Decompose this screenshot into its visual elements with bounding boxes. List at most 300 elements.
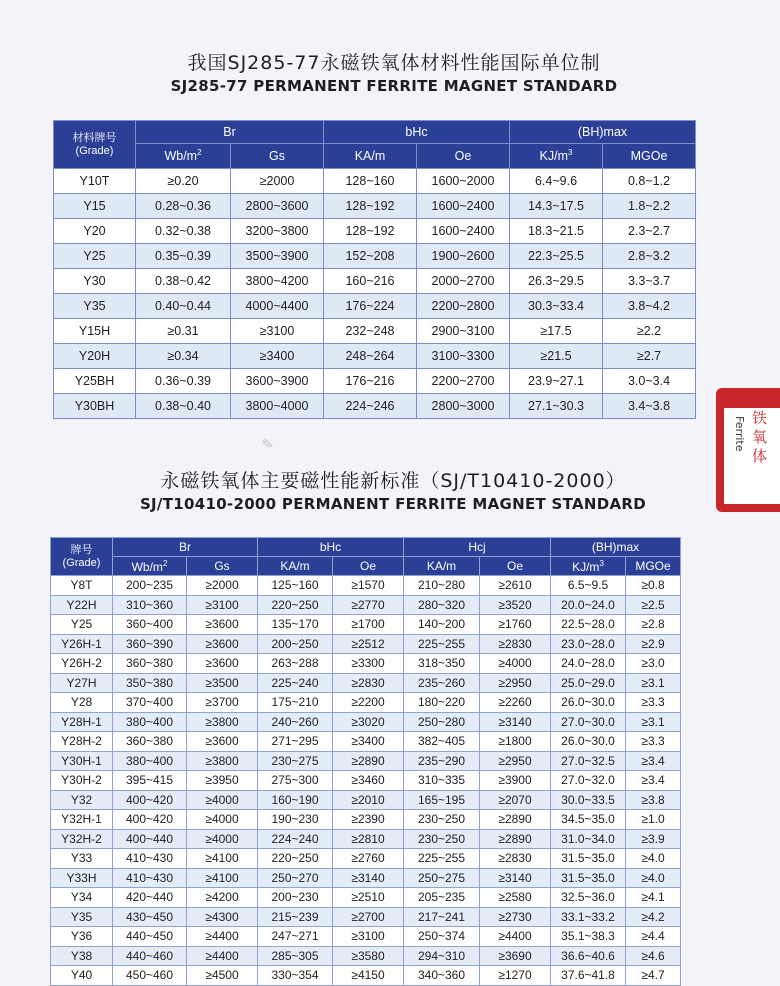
value-cell: ≥3900 <box>480 771 551 791</box>
bhc-header: bHc <box>258 538 404 557</box>
value-cell: 400~440 <box>113 829 187 849</box>
value-cell: 217~241 <box>404 907 480 927</box>
value-cell: 247~271 <box>258 927 333 947</box>
value-cell: 24.0~28.0 <box>551 654 626 674</box>
value-cell: ≥21.5 <box>510 344 603 369</box>
value-cell: ≥2950 <box>480 751 551 771</box>
value-cell: 4000~4400 <box>231 294 324 319</box>
value-cell: ≥4100 <box>187 849 258 869</box>
value-cell: ≥4100 <box>187 868 258 888</box>
value-cell: ≥2070 <box>480 790 551 810</box>
value-cell: 2000~2700 <box>417 269 510 294</box>
side-tab-label-en: Ferrite <box>733 416 746 452</box>
wb-unit-header <box>113 557 187 576</box>
value-cell: 240~260 <box>258 712 333 732</box>
value-cell: ≥1570 <box>333 576 404 596</box>
value-cell: ≥3700 <box>187 693 258 713</box>
value-cell: ≥3.1 <box>626 712 681 732</box>
value-cell: 360~380 <box>113 654 187 674</box>
value-cell: ≥3100 <box>187 595 258 615</box>
value-cell: ≥2830 <box>480 634 551 654</box>
value-cell: 420~440 <box>113 888 187 908</box>
grade-cell: Y25 <box>54 244 136 269</box>
value-cell: ≥0.31 <box>136 319 231 344</box>
table-row <box>51 849 681 869</box>
value-cell: 31.5~35.0 <box>551 849 626 869</box>
table-row <box>51 946 681 966</box>
value-cell: 0.38~0.40 <box>136 394 231 419</box>
value-cell: 176~216 <box>324 369 417 394</box>
value-cell: ≥2760 <box>333 849 404 869</box>
table-row <box>54 344 696 369</box>
value-cell: ≥4400 <box>480 927 551 947</box>
value-cell: ≥4.7 <box>626 966 681 986</box>
table-row <box>51 927 681 947</box>
value-cell: ≥2810 <box>333 829 404 849</box>
grade-header-cn: 牌号 <box>70 543 93 556</box>
value-cell: 160~190 <box>258 790 333 810</box>
value-cell: 318~350 <box>404 654 480 674</box>
value-cell: ≥2770 <box>333 595 404 615</box>
grade-header <box>51 538 113 576</box>
grade-cell: Y10T <box>54 169 136 194</box>
value-cell: 440~450 <box>113 927 187 947</box>
value-cell: 360~390 <box>113 634 187 654</box>
table-row <box>54 294 696 319</box>
value-cell: 22.3~25.5 <box>510 244 603 269</box>
value-cell: ≥2390 <box>333 810 404 830</box>
grade-cell: Y15 <box>54 194 136 219</box>
value-cell: ≥3.0 <box>626 654 681 674</box>
value-cell: ≥3.9 <box>626 829 681 849</box>
hcj-oe-unit-header: Oe <box>480 557 551 576</box>
value-cell: 400~420 <box>113 810 187 830</box>
grade-cell: Y28H-2 <box>51 732 113 752</box>
kj-unit-sup: 3 <box>599 558 604 568</box>
bhc-header: bHc <box>324 121 510 144</box>
value-cell: 190~230 <box>258 810 333 830</box>
value-cell: ≥3.1 <box>626 673 681 693</box>
value-cell: 1600~2400 <box>417 194 510 219</box>
value-cell: 360~400 <box>113 615 187 635</box>
value-cell: 128~192 <box>324 194 417 219</box>
value-cell: ≥3100 <box>231 319 324 344</box>
value-cell: 1600~2400 <box>417 219 510 244</box>
value-cell: ≥3.8 <box>626 790 681 810</box>
value-cell: ≥3520 <box>480 595 551 615</box>
bhmax-header: (BH)max <box>551 538 681 557</box>
grade-cell: Y32 <box>51 790 113 810</box>
grade-cell: Y32H-1 <box>51 810 113 830</box>
value-cell: 0.36~0.39 <box>136 369 231 394</box>
value-cell: 160~216 <box>324 269 417 294</box>
value-cell: ≥3400 <box>231 344 324 369</box>
grade-cell: Y30H-1 <box>51 751 113 771</box>
grade-cell: Y26H-1 <box>51 634 113 654</box>
value-cell: ≥2610 <box>480 576 551 596</box>
kj-unit-header <box>551 557 626 576</box>
grade-cell: Y35 <box>51 907 113 927</box>
value-cell: ≥1270 <box>480 966 551 986</box>
value-cell: ≥2890 <box>333 751 404 771</box>
value-cell: ≥3950 <box>187 771 258 791</box>
table1-body <box>54 169 696 419</box>
value-cell: ≥2580 <box>480 888 551 908</box>
value-cell: 26.0~30.0 <box>551 693 626 713</box>
value-cell: ≥3300 <box>333 654 404 674</box>
value-cell: 37.6~41.8 <box>551 966 626 986</box>
grade-cell: Y8T <box>51 576 113 596</box>
value-cell: ≥2950 <box>480 673 551 693</box>
value-cell: 14.3~17.5 <box>510 194 603 219</box>
value-cell: 3100~3300 <box>417 344 510 369</box>
section1-title-cn: 我国SJ285-77永磁铁氧体材料性能国际单位制 <box>187 52 601 74</box>
value-cell: 250~275 <box>404 868 480 888</box>
value-cell: ≥3600 <box>187 732 258 752</box>
value-cell: 3600~3900 <box>231 369 324 394</box>
kam-unit-header: KA/m <box>324 144 417 169</box>
value-cell: 275~300 <box>258 771 333 791</box>
grade-header-en: (Grade) <box>62 556 101 569</box>
value-cell: ≥1760 <box>480 615 551 635</box>
table-row <box>51 810 681 830</box>
grade-cell: Y30BH <box>54 394 136 419</box>
value-cell: 280~320 <box>404 595 480 615</box>
br-header: Br <box>113 538 258 557</box>
sj285-standard-table <box>53 120 696 419</box>
grade-cell: Y28 <box>51 693 113 713</box>
value-cell: ≥2.7 <box>603 344 696 369</box>
value-cell: 27.1~30.3 <box>510 394 603 419</box>
value-cell: 135~170 <box>258 615 333 635</box>
value-cell: 2800~3600 <box>231 194 324 219</box>
value-cell: 200~235 <box>113 576 187 596</box>
value-cell: 250~280 <box>404 712 480 732</box>
value-cell: 1600~2000 <box>417 169 510 194</box>
value-cell: 180~220 <box>404 693 480 713</box>
value-cell: 176~224 <box>324 294 417 319</box>
value-cell: 410~430 <box>113 849 187 869</box>
value-cell: 3800~4000 <box>231 394 324 419</box>
value-cell: 3.3~3.7 <box>603 269 696 294</box>
value-cell: ≥3460 <box>333 771 404 791</box>
value-cell: 140~200 <box>404 615 480 635</box>
table-row <box>51 907 681 927</box>
table2-body <box>51 576 681 986</box>
value-cell: ≥2000 <box>231 169 324 194</box>
table-row <box>54 319 696 344</box>
value-cell: 27.0~32.0 <box>551 771 626 791</box>
value-cell: ≥3600 <box>187 634 258 654</box>
grade-cell: Y38 <box>51 946 113 966</box>
value-cell: 35.1~38.3 <box>551 927 626 947</box>
value-cell: 230~250 <box>404 829 480 849</box>
value-cell: ≥3.3 <box>626 732 681 752</box>
value-cell: 2800~3000 <box>417 394 510 419</box>
value-cell: ≥2.2 <box>603 319 696 344</box>
value-cell: 440~460 <box>113 946 187 966</box>
section1-title-en: SJ285-77 PERMANENT FERRITE MAGNET STANDARD <box>170 77 618 95</box>
value-cell: 224~240 <box>258 829 333 849</box>
grade-cell: Y40 <box>51 966 113 986</box>
grade-cell: Y35 <box>54 294 136 319</box>
value-cell: 285~305 <box>258 946 333 966</box>
value-cell: ≥2890 <box>480 829 551 849</box>
value-cell: 6.4~9.6 <box>510 169 603 194</box>
value-cell: 18.3~21.5 <box>510 219 603 244</box>
grade-cell: Y30 <box>54 269 136 294</box>
value-cell: ≥0.34 <box>136 344 231 369</box>
value-cell: ≥0.8 <box>626 576 681 596</box>
mgoe-unit-header: MGOe <box>626 557 681 576</box>
value-cell: ≥3.4 <box>626 771 681 791</box>
kj-unit: KJ/m <box>539 149 569 164</box>
table-row <box>51 654 681 674</box>
value-cell: ≥4400 <box>187 927 258 947</box>
section2-title-en: SJ/T10410-2000 PERMANENT FERRITE MAGNET STANDARD <box>139 495 647 513</box>
value-cell: ≥4.0 <box>626 868 681 888</box>
value-cell: 220~250 <box>258 849 333 869</box>
value-cell: 200~250 <box>258 634 333 654</box>
value-cell: ≥3580 <box>333 946 404 966</box>
value-cell: ≥2890 <box>480 810 551 830</box>
value-cell: ≥2.9 <box>626 634 681 654</box>
value-cell: ≥3140 <box>480 712 551 732</box>
grade-header <box>54 121 136 169</box>
value-cell: ≥2260 <box>480 693 551 713</box>
value-cell: ≥2512 <box>333 634 404 654</box>
value-cell: 0.28~0.36 <box>136 194 231 219</box>
wb-unit-header <box>136 144 231 169</box>
value-cell: 230~250 <box>404 810 480 830</box>
sjt10410-standard-table <box>50 537 681 986</box>
value-cell: ≥2010 <box>333 790 404 810</box>
table-row <box>54 269 696 294</box>
value-cell: 3200~3800 <box>231 219 324 244</box>
value-cell: 271~295 <box>258 732 333 752</box>
section2-title-cn: 永磁铁氧体主要磁性能新标准（SJ/T10410-2000） <box>160 470 626 492</box>
value-cell: ≥4.1 <box>626 888 681 908</box>
grade-cell: Y20 <box>54 219 136 244</box>
value-cell: 294~310 <box>404 946 480 966</box>
value-cell: 380~400 <box>113 712 187 732</box>
table-row <box>51 595 681 615</box>
table-row <box>54 369 696 394</box>
value-cell: 0.32~0.38 <box>136 219 231 244</box>
value-cell: ≥2.8 <box>626 615 681 635</box>
value-cell: 235~260 <box>404 673 480 693</box>
wb-unit: Wb/m <box>131 559 163 574</box>
value-cell: 26.3~29.5 <box>510 269 603 294</box>
grade-cell: Y32H-2 <box>51 829 113 849</box>
value-cell: ≥4500 <box>187 966 258 986</box>
value-cell: 310~335 <box>404 771 480 791</box>
table-row <box>51 615 681 635</box>
grade-cell: Y27H <box>51 673 113 693</box>
value-cell: 400~420 <box>113 790 187 810</box>
value-cell: 0.8~1.2 <box>603 169 696 194</box>
side-tab <box>716 388 780 512</box>
value-cell: 410~430 <box>113 868 187 888</box>
value-cell: 220~250 <box>258 595 333 615</box>
grade-cell: Y33H <box>51 868 113 888</box>
value-cell: 263~288 <box>258 654 333 674</box>
kj-unit-header <box>510 144 603 169</box>
value-cell: 225~255 <box>404 849 480 869</box>
value-cell: 30.0~33.5 <box>551 790 626 810</box>
gs-unit-header: Gs <box>187 557 258 576</box>
value-cell: ≥3600 <box>187 615 258 635</box>
value-cell: 250~374 <box>404 927 480 947</box>
value-cell: 33.1~33.2 <box>551 907 626 927</box>
value-cell: 3.0~3.4 <box>603 369 696 394</box>
value-cell: ≥3600 <box>187 654 258 674</box>
value-cell: 3500~3900 <box>231 244 324 269</box>
table-row <box>51 888 681 908</box>
value-cell: 6.5~9.5 <box>551 576 626 596</box>
grade-cell: Y30H-2 <box>51 771 113 791</box>
value-cell: ≥3500 <box>187 673 258 693</box>
grade-cell: Y22H <box>51 595 113 615</box>
value-cell: ≥3690 <box>480 946 551 966</box>
value-cell: ≥4000 <box>187 790 258 810</box>
value-cell: 382~405 <box>404 732 480 752</box>
value-cell: 430~450 <box>113 907 187 927</box>
value-cell: ≥3.4 <box>626 751 681 771</box>
table-row <box>51 576 681 596</box>
value-cell: ≥1800 <box>480 732 551 752</box>
value-cell: 2.3~2.7 <box>603 219 696 244</box>
table-row <box>54 169 696 194</box>
grade-cell: Y25 <box>51 615 113 635</box>
value-cell: ≥4.4 <box>626 927 681 947</box>
grade-cell: Y26H-2 <box>51 654 113 674</box>
value-cell: ≥2000 <box>187 576 258 596</box>
value-cell: ≥3140 <box>333 868 404 888</box>
grade-cell: Y15H <box>54 319 136 344</box>
value-cell: ≥4300 <box>187 907 258 927</box>
table-row <box>51 693 681 713</box>
value-cell: 340~360 <box>404 966 480 986</box>
mgoe-unit-header: MGOe <box>603 144 696 169</box>
value-cell: ≥3140 <box>480 868 551 888</box>
value-cell: 2900~3100 <box>417 319 510 344</box>
value-cell: 450~460 <box>113 966 187 986</box>
value-cell: 0.35~0.39 <box>136 244 231 269</box>
value-cell: ≥4000 <box>187 810 258 830</box>
hcj-kam-unit-header: KA/m <box>404 557 480 576</box>
value-cell: 175~210 <box>258 693 333 713</box>
value-cell: 152~208 <box>324 244 417 269</box>
value-cell: ≥4150 <box>333 966 404 986</box>
value-cell: ≥17.5 <box>510 319 603 344</box>
value-cell: 23.9~27.1 <box>510 369 603 394</box>
value-cell: 225~240 <box>258 673 333 693</box>
value-cell: 125~160 <box>258 576 333 596</box>
value-cell: ≥4400 <box>187 946 258 966</box>
oe-unit-header: Oe <box>333 557 404 576</box>
br-header: Br <box>136 121 324 144</box>
table-row <box>51 751 681 771</box>
grade-cell: Y28H-1 <box>51 712 113 732</box>
value-cell: 330~354 <box>258 966 333 986</box>
value-cell: ≥3800 <box>187 751 258 771</box>
value-cell: 0.38~0.42 <box>136 269 231 294</box>
table-row <box>51 966 681 986</box>
table-row <box>54 194 696 219</box>
grade-header-cn: 材料牌号 <box>72 131 117 144</box>
value-cell: 3.8~4.2 <box>603 294 696 319</box>
value-cell: ≥3800 <box>187 712 258 732</box>
value-cell: 34.5~35.0 <box>551 810 626 830</box>
value-cell: 248~264 <box>324 344 417 369</box>
value-cell: 2200~2800 <box>417 294 510 319</box>
side-tab-label-cn: 铁氧体 <box>750 410 768 467</box>
wb-unit-sup: 2 <box>162 558 168 568</box>
bhmax-header: (BH)max <box>510 121 696 144</box>
kj-unit: KJ/m <box>572 559 600 574</box>
table-row <box>51 771 681 791</box>
table-row <box>54 219 696 244</box>
hcj-header: Hcj <box>404 538 551 557</box>
table-row <box>54 244 696 269</box>
table-row <box>51 829 681 849</box>
value-cell: ≥1.0 <box>626 810 681 830</box>
kj-unit-sup: 3 <box>568 148 573 158</box>
oe-unit-header: Oe <box>417 144 510 169</box>
value-cell: 200~230 <box>258 888 333 908</box>
value-cell: 27.0~32.5 <box>551 751 626 771</box>
value-cell: 22.5~28.0 <box>551 615 626 635</box>
value-cell: 360~380 <box>113 732 187 752</box>
value-cell: 25.0~29.0 <box>551 673 626 693</box>
value-cell: 350~380 <box>113 673 187 693</box>
table-row <box>51 868 681 888</box>
value-cell: ≥2510 <box>333 888 404 908</box>
value-cell: 31.5~35.0 <box>551 868 626 888</box>
table-row <box>51 673 681 693</box>
value-cell: 30.3~33.4 <box>510 294 603 319</box>
value-cell: ≥2.5 <box>626 595 681 615</box>
value-cell: ≥3400 <box>333 732 404 752</box>
value-cell: 0.40~0.44 <box>136 294 231 319</box>
table-row <box>51 790 681 810</box>
value-cell: ≥2730 <box>480 907 551 927</box>
grade-cell: Y20H <box>54 344 136 369</box>
value-cell: ≥0.20 <box>136 169 231 194</box>
grade-header-en: (Grade) <box>75 144 114 157</box>
value-cell: ≥2830 <box>480 849 551 869</box>
value-cell: 230~275 <box>258 751 333 771</box>
value-cell: 215~239 <box>258 907 333 927</box>
table-row <box>51 732 681 752</box>
value-cell: 224~246 <box>324 394 417 419</box>
kam-unit-header: KA/m <box>258 557 333 576</box>
faint-handwriting-mark: ✎ <box>260 435 275 453</box>
value-cell: ≥4000 <box>480 654 551 674</box>
value-cell: 310~360 <box>113 595 187 615</box>
value-cell: 1.8~2.2 <box>603 194 696 219</box>
value-cell: 250~270 <box>258 868 333 888</box>
value-cell: ≥4.6 <box>626 946 681 966</box>
value-cell: 3800~4200 <box>231 269 324 294</box>
table-row <box>54 394 696 419</box>
value-cell: 36.6~40.6 <box>551 946 626 966</box>
value-cell: 20.0~24.0 <box>551 595 626 615</box>
value-cell: 26.0~30.0 <box>551 732 626 752</box>
value-cell: 2.8~3.2 <box>603 244 696 269</box>
wb-unit: Wb/m <box>164 149 198 164</box>
